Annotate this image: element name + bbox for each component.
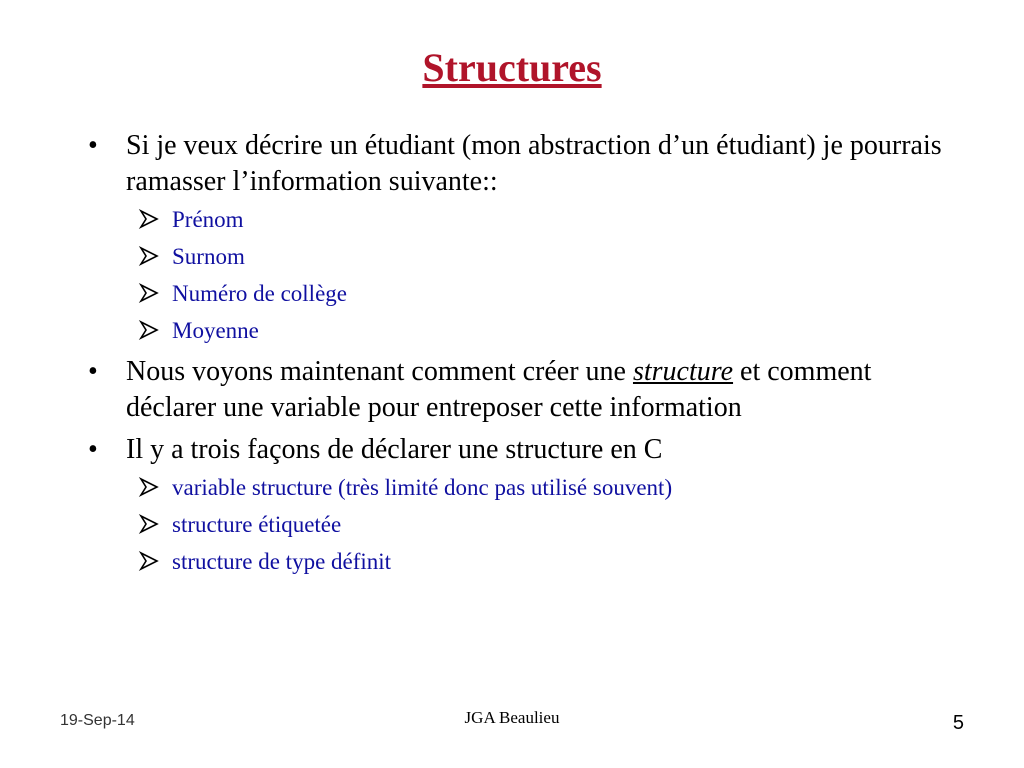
sub-list <box>88 474 968 576</box>
sub-item <box>88 548 968 576</box>
sub-item-text: structure étiquetée <box>172 512 342 537</box>
sub-item <box>88 474 968 502</box>
footer-date: 19-Sep-14 <box>60 712 135 729</box>
bullet-text: Si je veux décrire un étudiant (mon abstraction d’un étudiant) je pourrais ramasser l’information suivante:: <box>126 130 942 197</box>
sub-item-text: structure de type définit <box>172 549 392 574</box>
page-number: 5 <box>952 712 964 734</box>
bullet-dot-icon: • <box>88 434 98 465</box>
sub-item-text: Moyenne <box>172 318 259 343</box>
arrow-bullet-icon <box>138 208 160 230</box>
sub-item-text: Numéro de collège <box>172 281 347 306</box>
sub-item <box>88 280 968 308</box>
arrow-bullet-icon <box>138 513 160 535</box>
bullet-text-before: Nous voyons maintenant comment créer une <box>126 356 633 387</box>
sub-list <box>88 206 968 345</box>
slide-content <box>88 128 968 585</box>
arrow-bullet-icon <box>138 245 160 267</box>
sub-item <box>88 317 968 345</box>
bullet-dot-icon: • <box>88 356 98 387</box>
arrow-bullet-icon <box>138 319 160 341</box>
arrow-bullet-icon <box>138 476 160 498</box>
bullet-item <box>88 432 968 468</box>
bullet-item <box>88 354 968 426</box>
slide-title: Structures <box>422 45 602 90</box>
sub-item-text: variable structure (très limité donc pas utilisé souvent) <box>172 475 673 500</box>
arrow-bullet-icon <box>138 550 160 572</box>
footer-author: JGA Beaulieu <box>464 708 560 727</box>
sub-item <box>88 243 968 271</box>
arrow-bullet-icon <box>138 282 160 304</box>
bullet-dot-icon: • <box>88 130 98 161</box>
sub-item <box>88 511 968 539</box>
bullet-text-after: et comment déclarer une variable pour entreposer cette information <box>126 356 872 423</box>
sub-item-text: Surnom <box>172 244 245 269</box>
sub-item <box>88 206 968 234</box>
bullet-item <box>88 128 968 200</box>
sub-item-text: Prénom <box>172 207 244 232</box>
bullet-text: Il y a trois façons de déclarer une structure en C <box>126 434 663 465</box>
bullet-emphasis: structure <box>632 356 734 387</box>
